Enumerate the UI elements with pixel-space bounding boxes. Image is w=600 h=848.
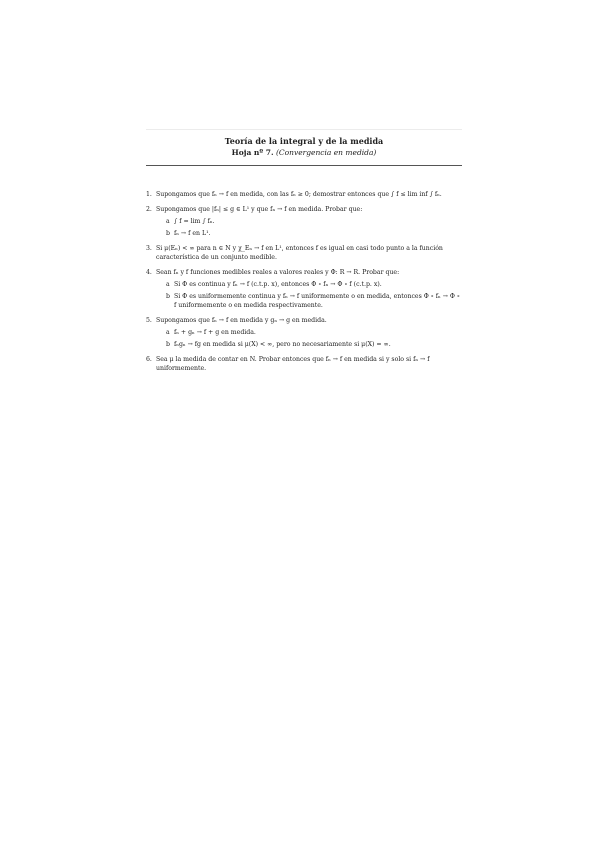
problem-number: 4. [146,269,152,276]
problem-part [156,340,462,349]
header-top-rule [146,129,462,130]
document-subtitle [146,148,462,158]
part-label: b [166,230,170,237]
problem-part [156,328,462,337]
part-label: b [166,293,170,300]
problem-part [156,280,462,289]
part-text: fₙ → f en L¹. [174,230,211,237]
part-text: fₙ + gₙ → f + g en medida. [174,329,256,336]
problem-number: 1. [146,191,152,198]
part-label: a [166,281,170,288]
part-label: b [166,341,170,348]
problem-number: 6. [146,356,152,363]
problem-4 [146,268,462,310]
problem-text: Supongamos que |fₙ| ≤ g ∈ L¹ y que fₙ → f en medida. Probar que: [156,206,363,213]
problem-text: Sea μ la medida de contar en N. Probar entonces que fₙ → f en medida si y solo si fₙ → f uniformemente. [156,356,430,372]
document-title: Teoría de la integral y de la medida [224,136,384,146]
problem-list [146,190,462,379]
part-text: ∫ f = lim ∫ fₙ. [174,218,215,225]
header-divider [146,165,462,166]
problem-number: 5. [146,317,152,324]
problem-text: Supongamos que fₙ → f en medida y gₙ → g en medida. [156,317,327,324]
problem-2 [146,205,462,238]
part-text: Si Φ es continua y fₙ → f (c.t.p. x), entonces Φ ∘ fₙ → Φ ∘ f (c.t.p. x). [174,281,382,288]
problem-1 [146,190,462,199]
part-text: Si Φ es uniformemente continua y fₙ → f uniformemente o en medida, entonces Φ ∘ fₙ → Φ ∘ f uniformemente o en medida respectivamente. [174,293,460,309]
problem-text: Supongamos que fₙ → f en medida, con las fₙ ≥ 0; demostrar entonces que ∫ f ≤ lim inf ∫ fₙ. [156,191,442,198]
problem-text: Si μ(Eₙ) < ∞ para n ∈ N y χ_Eₙ → f en L¹, entonces f es igual en casi todo punto a la función característica de un conjunto medible. [156,245,443,261]
part-label: a [166,218,170,225]
problem-part [156,217,462,226]
part-text: fₙgₙ → fg en medida si μ(X) < ∞, pero no necesariamente si μ(X) = ∞. [174,341,391,348]
problem-number: 3. [146,245,152,252]
problem-part [156,229,462,238]
problem-3 [146,244,462,262]
sheet-label: Hoja nº 7. [231,148,274,157]
part-label: a [166,329,170,336]
problem-6 [146,355,462,373]
problem-text: Sean fₙ y f funciones medibles reales a valores reales y Φ: R → R. Probar que: [156,269,400,276]
problem-5 [146,316,462,349]
sheet-topic: (Convergencia en medida) [275,148,377,157]
problem-part [156,292,462,310]
problem-number: 2. [146,206,152,213]
